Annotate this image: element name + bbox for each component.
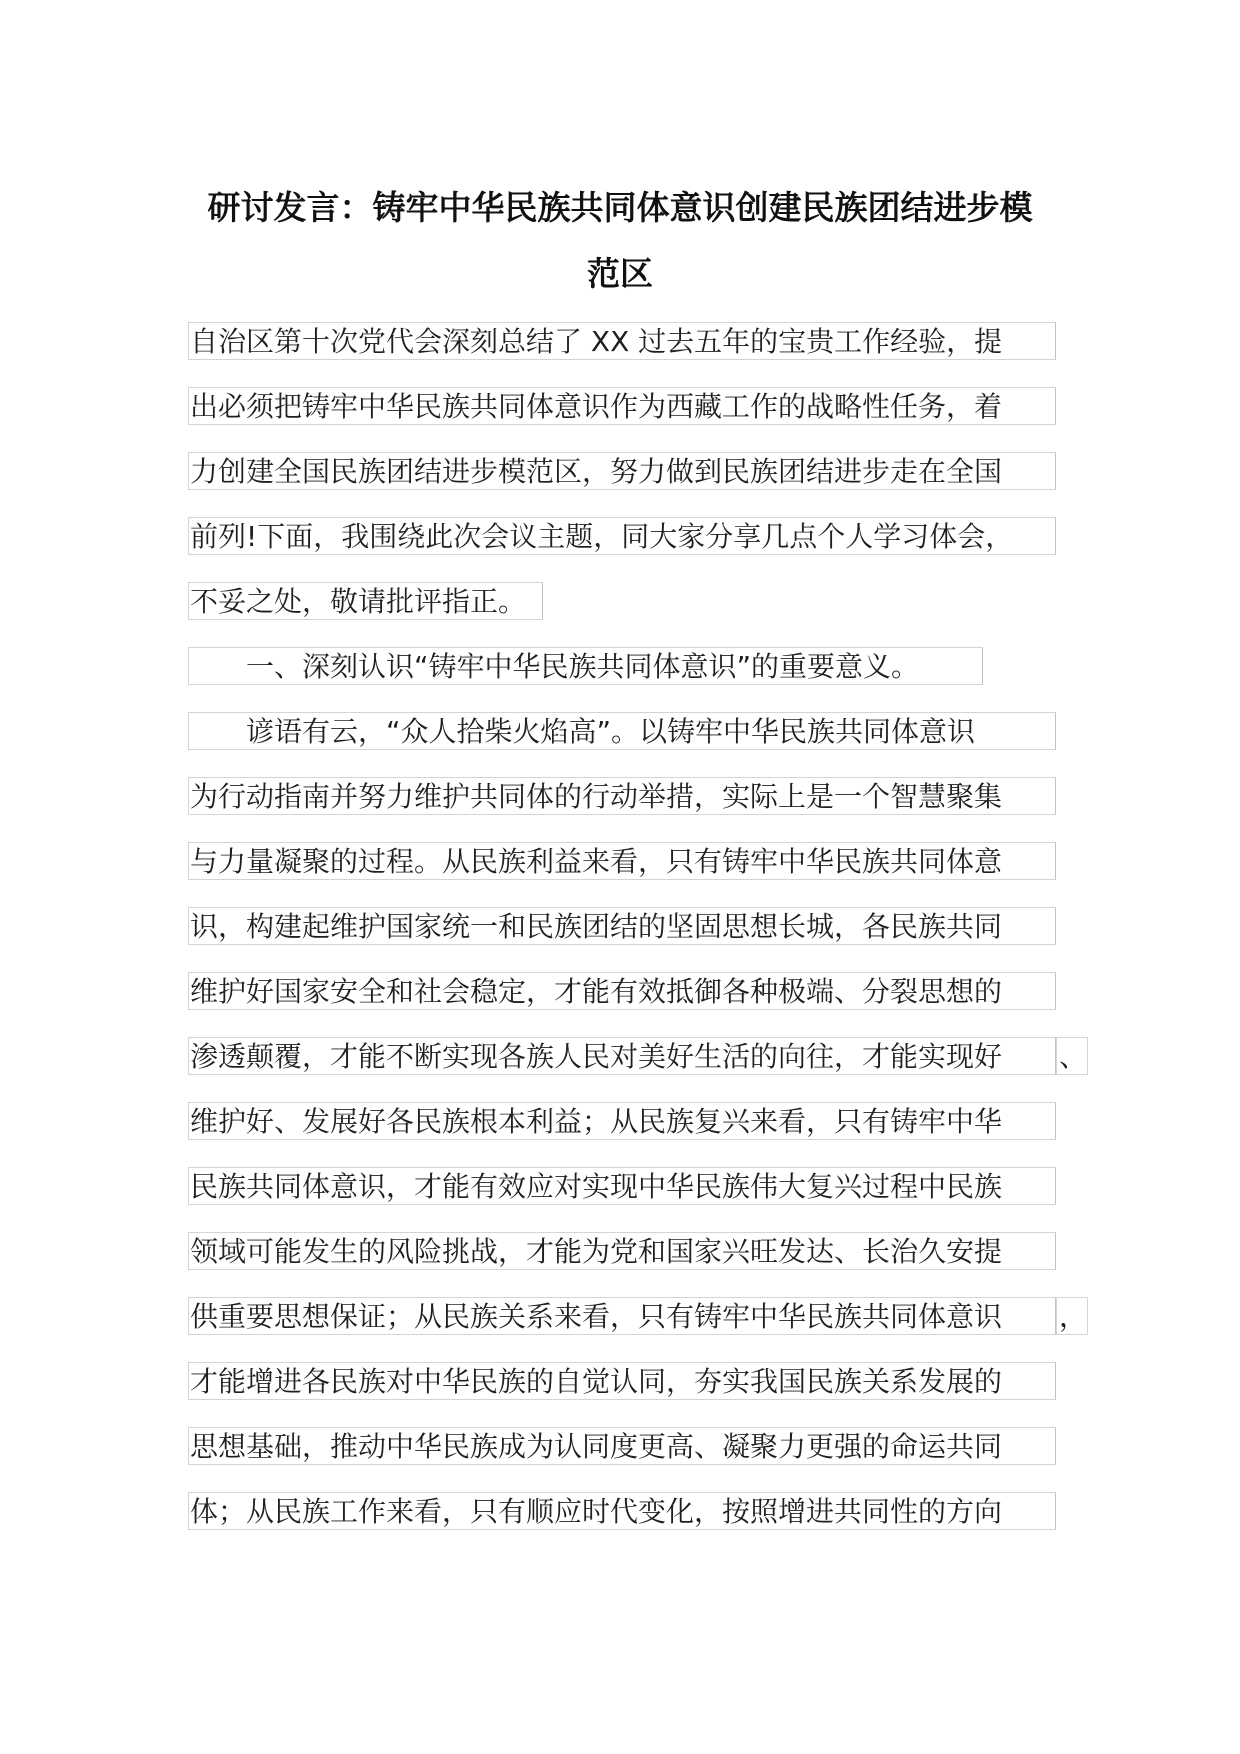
paragraph-line: 维护好国家安全和社会稳定，才能有效抵御各种极端、分裂思想的 — [188, 972, 1056, 1010]
section-heading-text: 一、深刻认识“铸牢中华民族共同体意识”的重要意义。 — [246, 650, 920, 683]
paragraph-line: 与力量凝聚的过程。从民族利益来看，只有铸牢中华民族共同体意 — [188, 842, 1056, 880]
paragraph-line: 自治区第十次党代会深刻总结了 XX 过去五年的宝贵工作经验，提 — [188, 322, 1056, 360]
paragraph-line: 才能增进各民族对中华民族的自觉认同，夯实我国民族关系发展的 — [188, 1362, 1056, 1400]
paragraph-line: 维护好、发展好各民族根本利益；从民族复兴来看，只有铸牢中华 — [188, 1102, 1056, 1140]
paragraph-line: 领域可能发生的风险挑战，才能为党和国家兴旺发达、长治久安提 — [188, 1232, 1056, 1270]
document-title-line-1: 研讨发言：铸牢中华民族共同体意识创建民族团结进步模 — [207, 188, 1033, 227]
paragraph-line — [188, 712, 1056, 750]
paragraph-line: 思想基础，推动中华民族成为认同度更高、凝聚力更强的命运共同 — [188, 1427, 1056, 1465]
overflow-punctuation: 、 — [1056, 1037, 1088, 1075]
paragraph-line: 力创建全国民族团结进步模范区，努力做到民族团结进步走在全国 — [188, 452, 1056, 490]
paragraph-line: 前列!下面，我围绕此次会议主题，同大家分享几点个人学习体会， — [188, 517, 1056, 555]
paragraph-line: 民族共同体意识，才能有效应对实现中华民族伟大复兴过程中民族 — [188, 1167, 1056, 1205]
paragraph-line: 供重要思想保证；从民族关系来看，只有铸牢中华民族共同体意识 — [188, 1297, 1056, 1335]
paragraph-line: 体；从民族工作来看，只有顺应时代变化，按照增进共同性的方向 — [188, 1492, 1056, 1530]
paragraph-line-text: 谚语有云，“众人拾柴火焰高”。以铸牢中华民族共同体意识 — [246, 715, 976, 748]
section-heading-line — [188, 647, 983, 685]
paragraph-line: 为行动指南并努力维护共同体的行动举措，实际上是一个智慧聚集 — [188, 777, 1056, 815]
paragraph-line: 出必须把铸牢中华民族共同体意识作为西藏工作的战略性任务，着 — [188, 387, 1056, 425]
paragraph-line: 识，构建起维护国家统一和民族团结的坚固思想长城，各民族共同 — [188, 907, 1056, 945]
overflow-punctuation: ， — [1056, 1297, 1088, 1335]
document-title-line-2: 范区 — [587, 254, 653, 293]
paragraph-line: 不妥之处，敬请批评指正。 — [188, 582, 543, 620]
paragraph-line: 渗透颠覆，才能不断实现各族人民对美好生活的向往，才能实现好 — [188, 1037, 1056, 1075]
